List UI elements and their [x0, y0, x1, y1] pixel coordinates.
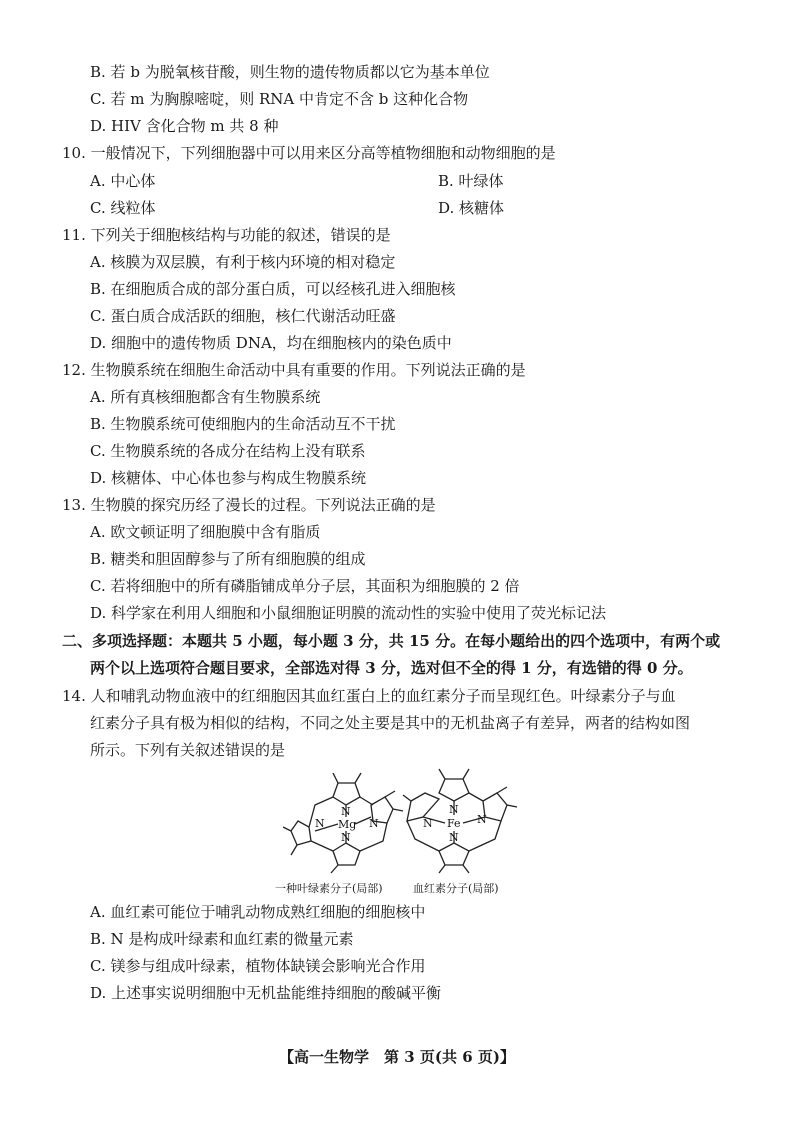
q10-option-b: B. 叶绿体 [438, 172, 504, 190]
question-13: 13. 生物膜的探究历经了漫长的过程。下列说法正确的是 [62, 496, 436, 514]
q13-option-b: B. 糖类和胆固醇参与了所有细胞膜的组成 [90, 550, 366, 568]
q11-option-c: C. 蛋白质合成活跃的细胞，核仁代谢活动旺盛 [90, 307, 396, 325]
question-10: 10. 一般情况下，下列细胞器中可以用来区分高等植物细胞和动物细胞的是 [62, 144, 556, 162]
question-11: 11. 下列关于细胞核结构与功能的叙述，错误的是 [62, 226, 391, 244]
q14-option-c: C. 镁参与组成叶绿素，植物体缺镁会影响光合作用 [90, 957, 426, 975]
question-14: 14. 人和哺乳动物血液中的红细胞因其血红蛋白上的血红素分子而呈现红色。叶绿素分子与血 [62, 687, 676, 705]
q11-option-d: D. 细胞中的遗传物质 DNA，均在细胞核内的染色质中 [90, 334, 452, 352]
n-label: N [341, 805, 351, 818]
q11-option-a: A. 核膜为双层膜，有利于核内环境的相对稳定 [90, 253, 396, 271]
chlorophyll-caption: 一种叶绿素分子(局部) [275, 882, 383, 895]
n-label: N [449, 803, 459, 816]
q9-option-d: D. HIV 含化合物 m 共 8 种 [90, 117, 279, 135]
q12-option-a: A. 所有真核细胞都含有生物膜系统 [90, 388, 321, 406]
question-14-cont-1: 红素分子具有极为相似的结构，不同之处主要是其中的无机盐离子有差异，两者的结构如图 [90, 714, 691, 732]
q10-option-d: D. 核糖体 [438, 199, 505, 217]
q10-option-a: A. 中心体 [90, 172, 156, 190]
q13-option-a: A. 欧文顿证明了细胞膜中含有脂质 [90, 523, 321, 541]
q12-option-c: C. 生物膜系统的各成分在结构上没有联系 [90, 442, 366, 460]
q14-option-a: A. 血红素可能位于哺乳动物成熟红细胞的细胞核中 [90, 903, 426, 921]
q12-option-b: B. 生物膜系统可使细胞内的生命活动互不干扰 [90, 415, 396, 433]
section-2-heading-cont: 两个以上选项符合题目要求，全部选对得 3 分，选对但不全的得 1 分，有选错的得 0 分。 [90, 659, 693, 677]
q9-option-c: C. 若 m 为胸腺嘧啶，则 RNA 中肯定不含 b 这种化合物 [90, 90, 469, 108]
n-label: N [449, 831, 459, 844]
n-label: N [341, 831, 351, 844]
n-label: N [423, 817, 433, 830]
porphyrin-figure [275, 765, 523, 897]
page-footer: 【高一生物学 第 3 页(共 6 页)】 [279, 1048, 515, 1066]
heme-caption: 血红素分子(局部) [413, 882, 499, 895]
n-label: N [477, 813, 487, 826]
question-14-cont-2: 所示。下列有关叙述错误的是 [90, 741, 286, 759]
n-label: N [369, 817, 379, 830]
q10-option-c: C. 线粒体 [90, 199, 156, 217]
q13-option-c: C. 若将细胞中的所有磷脂铺成单分子层，其面积为细胞膜的 2 倍 [90, 577, 520, 595]
fe-label: Fe [447, 817, 461, 830]
n-label: N [315, 817, 325, 830]
q13-option-d: D. 科学家在利用人细胞和小鼠细胞证明膜的流动性的实验中使用了荧光标记法 [90, 604, 607, 622]
q12-option-d: D. 核糖体、中心体也参与构成生物膜系统 [90, 469, 367, 487]
section-2-heading: 二、多项选择题：本题共 5 小题，每小题 3 分，共 15 分。在每小题给出的四个选项中，有两个或 [62, 632, 721, 650]
question-12: 12. 生物膜系统在细胞生命活动中具有重要的作用。下列说法正确的是 [62, 361, 526, 379]
mg-label: Mg [338, 818, 357, 831]
q11-option-b: B. 在细胞质合成的部分蛋白质，可以经核孔进入细胞核 [90, 280, 456, 298]
q14-option-b: B. N 是构成叶绿素和血红素的微量元素 [90, 930, 354, 948]
q14-option-d: D. 上述事实说明细胞中无机盐能维持细胞的酸碱平衡 [90, 984, 442, 1002]
q9-option-b: B. 若 b 为脱氧核苷酸，则生物的遗传物质都以它为基本单位 [90, 63, 490, 81]
molecule-structures [283, 765, 523, 877]
